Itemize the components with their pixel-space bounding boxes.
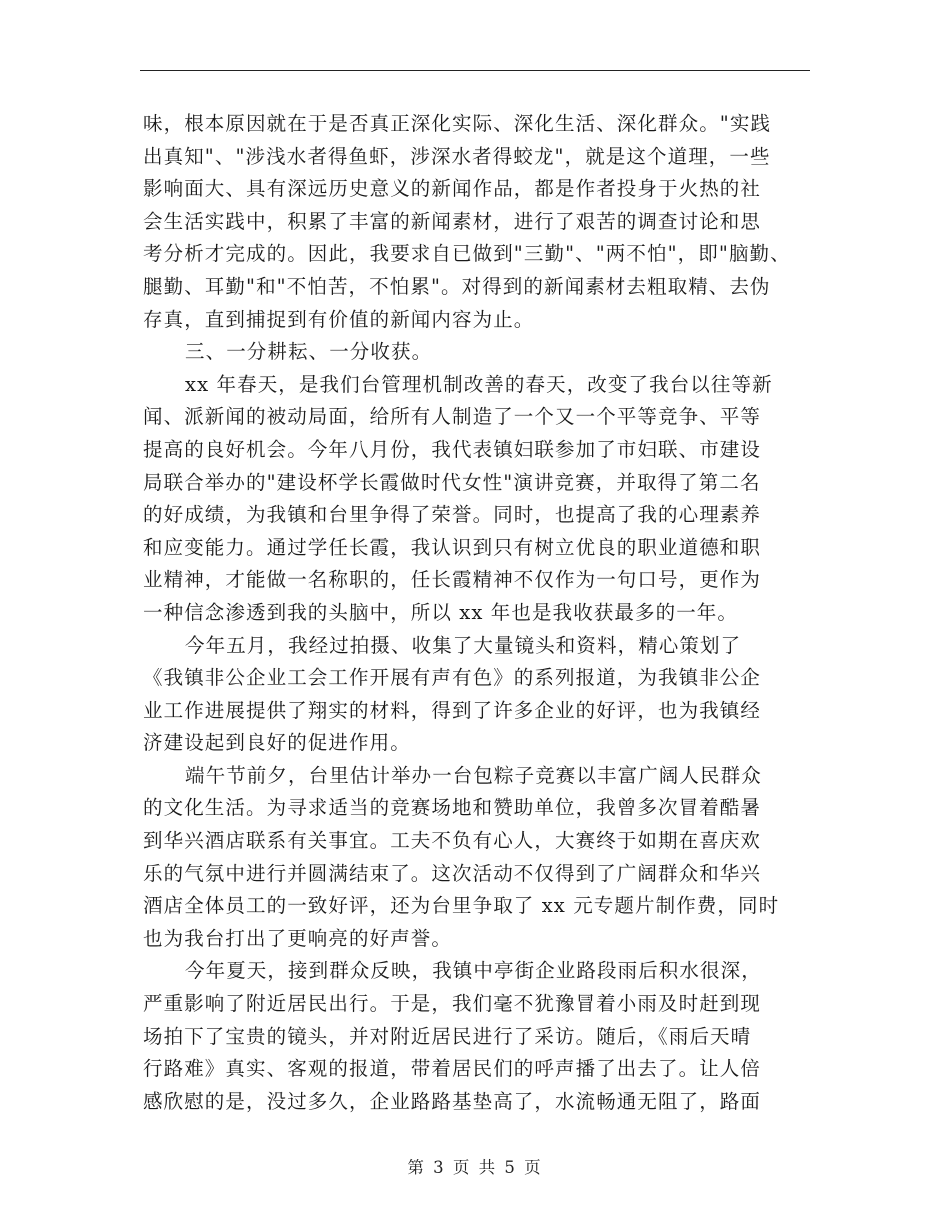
text-line: xx 年春天，是我们台管理机制改善的春天，改变了我台以往等新 (185, 372, 773, 396)
text-line: 业精神，才能做一名称职的，任长霞精神不仅作为一句口号，更作为 (143, 568, 762, 592)
page-footer: 第 3 页 共 5 页 (407, 1158, 543, 1177)
text-line: 局联合举办的"建设杯学长霞做时代女性"演讲竞赛，并取得了第二名 (143, 470, 761, 494)
text-line: 三、一分耕耘、一分收获。 (185, 340, 433, 364)
text-line: 乐的气氛中进行并圆满结束了。这次活动不仅得到了广阔群众和华兴 (143, 861, 762, 885)
text-line: 影响面大、具有深远历史意义的新闻作品，都是作者投身于火热的社 (143, 177, 762, 201)
text-line: 行路难》真实、客观的报道，带着居民们的呼声播了出去了。让人倍 (143, 1057, 762, 1081)
text-line: 出真知"、"涉浅水者得鱼虾，涉深水者得蛟龙"，就是这个道理，一些 (143, 144, 771, 168)
text-line: 的好成绩，为我镇和台里争得了荣誉。同时，也提高了我的心理素养 (143, 503, 762, 527)
text-line: 今年夏天，接到群众反映，我镇中亭街企业路段雨后积水很深， (185, 959, 762, 983)
text-line: 会生活实践中，积累了丰富的新闻素材，进行了艰苦的调查讨论和思 (143, 209, 762, 233)
header-rule (140, 70, 810, 71)
text-line: 闻、派新闻的被动局面，给所有人制造了一个又一个平等竞争、平等 (143, 405, 762, 429)
document-body (143, 108, 811, 1118)
text-line: 也为我台打出了更响亮的好声誉。 (143, 926, 453, 950)
text-line: 今年五月，我经过拍摄、收集了大量镜头和资料，精心策划了 (185, 633, 742, 657)
text-line: 《我镇非公企业工会工作开展有声有色》的系列报道，为我镇非公企 (143, 666, 762, 690)
text-line: 的文化生活。为寻求适当的竞赛场地和赞助单位，我曾多次冒着酷暑 (143, 796, 762, 820)
text-line: 一种信念渗透到我的头脑中，所以 xx 年也是我收获最多的一年。 (143, 600, 738, 624)
text-line: 到华兴酒店联系有关事宜。工夫不负有心人，大赛终于如期在喜庆欢 (143, 829, 762, 853)
text-line: 考分析才完成的。因此，我要求自已做到"三勤"、"两不怕"，即"脑勤、 (143, 242, 791, 266)
text-line: 味，根本原因就在于是否真正深化实际、深化生活、深化群众。"实践 (143, 112, 772, 135)
text-line: 济建设起到良好的促进作用。 (143, 731, 411, 755)
text-line: 业工作进展提供了翔实的材料，得到了许多企业的好评，也为我镇经 (143, 698, 762, 722)
text-line: 腿勤、耳勤"和"不怕苦，不怕累"。对得到的新闻素材去粗取精、去伪 (143, 274, 771, 298)
text-line: 端午节前夕，台里估计举办一台包粽子竞赛以丰富广阔人民群众 (185, 763, 762, 787)
text-line: 和应变能力。通过学任长霞，我认识到只有树立优良的职业道德和职 (143, 535, 762, 559)
text-line: 感欣慰的是，没过多久，企业路路基垫高了，水流畅通无阻了，路面 (143, 1089, 762, 1113)
text-line: 场拍下了宝贵的镜头，并对附近居民进行了采访。随后，《雨后天晴 (143, 1024, 752, 1048)
text-line: 酒店全体员工的一致好评，还为台里争取了 xx 元专题片制作费，同时 (143, 894, 780, 918)
text-line: 严重影响了附近居民出行。于是，我们毫不犹豫冒着小雨及时赶到现 (143, 992, 762, 1016)
text-line: 存真，直到捕捉到有价值的新闻内容为止。 (143, 307, 535, 331)
text-line: 提高的良好机会。今年八月份，我代表镇妇联参加了市妇联、市建设 (143, 437, 762, 461)
